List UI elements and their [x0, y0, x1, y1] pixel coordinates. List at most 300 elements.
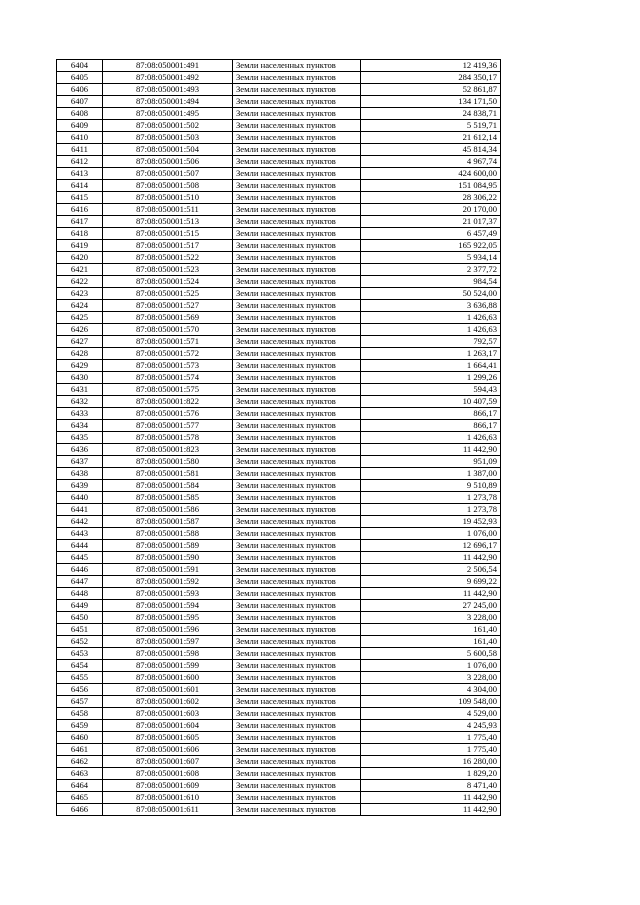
cadastral-number-cell: 87:08:050001:513	[103, 216, 233, 228]
cadastral-value-cell: 1 829,20	[361, 768, 501, 780]
row-number-cell: 6464	[57, 780, 103, 792]
cadastral-value-cell: 594,43	[361, 384, 501, 396]
cadastral-number-cell: 87:08:050001:595	[103, 612, 233, 624]
land-category-cell: Земли населенных пунктов	[233, 624, 361, 636]
land-category-cell: Земли населенных пунктов	[233, 672, 361, 684]
table-row	[57, 420, 501, 432]
table-row	[57, 252, 501, 264]
cadastral-value-cell: 109 548,00	[361, 696, 501, 708]
row-number-cell: 6405	[57, 72, 103, 84]
table-row	[57, 756, 501, 768]
row-number-cell: 6447	[57, 576, 103, 588]
table-row	[57, 372, 501, 384]
row-number-cell: 6414	[57, 180, 103, 192]
row-number-cell: 6427	[57, 336, 103, 348]
table-row	[57, 228, 501, 240]
land-category-cell: Земли населенных пунктов	[233, 444, 361, 456]
table-row	[57, 204, 501, 216]
cadastral-value-cell: 1 664,41	[361, 360, 501, 372]
cadastral-value-cell: 11 442,90	[361, 552, 501, 564]
row-number-cell: 6434	[57, 420, 103, 432]
table-row	[57, 156, 501, 168]
table-row	[57, 384, 501, 396]
cadastral-value-cell: 52 861,87	[361, 84, 501, 96]
table-row	[57, 540, 501, 552]
land-category-cell: Земли населенных пунктов	[233, 660, 361, 672]
land-category-cell: Земли населенных пунктов	[233, 396, 361, 408]
land-category-cell: Земли населенных пунктов	[233, 96, 361, 108]
table-row	[57, 312, 501, 324]
cadastral-value-cell: 424 600,00	[361, 168, 501, 180]
land-category-cell: Земли населенных пунктов	[233, 156, 361, 168]
land-category-cell: Земли населенных пунктов	[233, 612, 361, 624]
row-number-cell: 6451	[57, 624, 103, 636]
cadastral-number-cell: 87:08:050001:605	[103, 732, 233, 744]
cadastral-value-cell: 151 084,95	[361, 180, 501, 192]
table-row	[57, 672, 501, 684]
table-row	[57, 336, 501, 348]
cadastral-number-cell: 87:08:050001:599	[103, 660, 233, 672]
row-number-cell: 6412	[57, 156, 103, 168]
table-row	[57, 588, 501, 600]
cadastral-value-cell: 3 228,00	[361, 672, 501, 684]
cadastral-value-table	[56, 59, 501, 816]
cadastral-value-cell: 284 350,17	[361, 72, 501, 84]
land-category-cell: Земли населенных пунктов	[233, 732, 361, 744]
table-body	[57, 60, 501, 816]
land-category-cell: Земли населенных пунктов	[233, 144, 361, 156]
cadastral-value-cell: 11 442,90	[361, 588, 501, 600]
table-row	[57, 708, 501, 720]
table-row	[57, 732, 501, 744]
table-row	[57, 564, 501, 576]
row-number-cell: 6449	[57, 600, 103, 612]
cadastral-number-cell: 87:08:050001:571	[103, 336, 233, 348]
land-category-cell: Земли населенных пунктов	[233, 540, 361, 552]
cadastral-number-cell: 87:08:050001:594	[103, 600, 233, 612]
cadastral-value-cell: 5 934,14	[361, 252, 501, 264]
cadastral-value-cell: 8 471,40	[361, 780, 501, 792]
cadastral-number-cell: 87:08:050001:602	[103, 696, 233, 708]
table-row	[57, 780, 501, 792]
cadastral-value-cell: 5 600,58	[361, 648, 501, 660]
cadastral-value-cell: 10 407,59	[361, 396, 501, 408]
land-category-cell: Земли населенных пунктов	[233, 228, 361, 240]
row-number-cell: 6430	[57, 372, 103, 384]
cadastral-number-cell: 87:08:050001:588	[103, 528, 233, 540]
cadastral-number-cell: 87:08:050001:585	[103, 492, 233, 504]
row-number-cell: 6437	[57, 456, 103, 468]
cadastral-value-cell: 28 306,22	[361, 192, 501, 204]
land-category-cell: Земли населенных пунктов	[233, 132, 361, 144]
land-category-cell: Земли населенных пунктов	[233, 180, 361, 192]
land-category-cell: Земли населенных пунктов	[233, 528, 361, 540]
land-category-cell: Земли населенных пунктов	[233, 420, 361, 432]
table-row	[57, 168, 501, 180]
row-number-cell: 6441	[57, 504, 103, 516]
row-number-cell: 6440	[57, 492, 103, 504]
row-number-cell: 6442	[57, 516, 103, 528]
table-row	[57, 684, 501, 696]
cadastral-number-cell: 87:08:050001:570	[103, 324, 233, 336]
cadastral-number-cell: 87:08:050001:511	[103, 204, 233, 216]
land-category-cell: Земли населенных пунктов	[233, 276, 361, 288]
table-row	[57, 636, 501, 648]
row-number-cell: 6460	[57, 732, 103, 744]
land-category-cell: Земли населенных пунктов	[233, 108, 361, 120]
cadastral-value-cell: 1 775,40	[361, 732, 501, 744]
land-category-cell: Земли населенных пунктов	[233, 432, 361, 444]
cadastral-number-cell: 87:08:050001:586	[103, 504, 233, 516]
row-number-cell: 6431	[57, 384, 103, 396]
land-category-cell: Земли населенных пунктов	[233, 408, 361, 420]
cadastral-value-cell: 1 426,63	[361, 324, 501, 336]
table-row	[57, 60, 501, 72]
row-number-cell: 6421	[57, 264, 103, 276]
cadastral-number-cell: 87:08:050001:569	[103, 312, 233, 324]
cadastral-number-cell: 87:08:050001:592	[103, 576, 233, 588]
cadastral-value-cell: 1 263,17	[361, 348, 501, 360]
cadastral-value-cell: 9 510,89	[361, 480, 501, 492]
row-number-cell: 6443	[57, 528, 103, 540]
land-category-cell: Земли населенных пунктов	[233, 576, 361, 588]
row-number-cell: 6406	[57, 84, 103, 96]
table-row	[57, 792, 501, 804]
cadastral-number-cell: 87:08:050001:593	[103, 588, 233, 600]
table-row	[57, 96, 501, 108]
row-number-cell: 6438	[57, 468, 103, 480]
row-number-cell: 6455	[57, 672, 103, 684]
cadastral-number-cell: 87:08:050001:524	[103, 276, 233, 288]
cadastral-number-cell: 87:08:050001:572	[103, 348, 233, 360]
cadastral-number-cell: 87:08:050001:517	[103, 240, 233, 252]
table-row	[57, 624, 501, 636]
land-category-cell: Земли населенных пунктов	[233, 120, 361, 132]
land-category-cell: Земли населенных пунктов	[233, 588, 361, 600]
table-row	[57, 144, 501, 156]
land-category-cell: Земли населенных пунктов	[233, 696, 361, 708]
land-category-cell: Земли населенных пунктов	[233, 300, 361, 312]
cadastral-number-cell: 87:08:050001:590	[103, 552, 233, 564]
table-row	[57, 360, 501, 372]
row-number-cell: 6465	[57, 792, 103, 804]
cadastral-number-cell: 87:08:050001:606	[103, 744, 233, 756]
row-number-cell: 6444	[57, 540, 103, 552]
row-number-cell: 6445	[57, 552, 103, 564]
cadastral-value-cell: 161,40	[361, 636, 501, 648]
cadastral-value-cell: 984,54	[361, 276, 501, 288]
cadastral-value-cell: 161,40	[361, 624, 501, 636]
land-category-cell: Земли населенных пунктов	[233, 204, 361, 216]
cadastral-value-cell: 4 529,00	[361, 708, 501, 720]
cadastral-value-cell: 50 524,00	[361, 288, 501, 300]
cadastral-number-cell: 87:08:050001:502	[103, 120, 233, 132]
cadastral-number-cell: 87:08:050001:600	[103, 672, 233, 684]
land-category-cell: Земли населенных пунктов	[233, 768, 361, 780]
cadastral-value-cell: 951,09	[361, 456, 501, 468]
cadastral-number-cell: 87:08:050001:578	[103, 432, 233, 444]
table-row	[57, 108, 501, 120]
cadastral-number-cell: 87:08:050001:604	[103, 720, 233, 732]
land-category-cell: Земли населенных пунктов	[233, 756, 361, 768]
land-category-cell: Земли населенных пунктов	[233, 564, 361, 576]
table-row	[57, 576, 501, 588]
table-row	[57, 660, 501, 672]
row-number-cell: 6422	[57, 276, 103, 288]
cadastral-number-cell: 87:08:050001:494	[103, 96, 233, 108]
table-row	[57, 504, 501, 516]
row-number-cell: 6426	[57, 324, 103, 336]
row-number-cell: 6466	[57, 804, 103, 816]
cadastral-number-cell: 87:08:050001:610	[103, 792, 233, 804]
cadastral-value-cell: 134 171,50	[361, 96, 501, 108]
row-number-cell: 6448	[57, 588, 103, 600]
table-row	[57, 72, 501, 84]
cadastral-number-cell: 87:08:050001:523	[103, 264, 233, 276]
table-row	[57, 432, 501, 444]
row-number-cell: 6463	[57, 768, 103, 780]
row-number-cell: 6416	[57, 204, 103, 216]
land-category-cell: Земли населенных пунктов	[233, 780, 361, 792]
land-category-cell: Земли населенных пунктов	[233, 600, 361, 612]
land-category-cell: Земли населенных пунктов	[233, 72, 361, 84]
table-row	[57, 444, 501, 456]
row-number-cell: 6457	[57, 696, 103, 708]
land-category-cell: Земли населенных пунктов	[233, 252, 361, 264]
cadastral-value-cell: 5 519,71	[361, 120, 501, 132]
cadastral-value-cell: 3 228,00	[361, 612, 501, 624]
cadastral-value-cell: 11 442,90	[361, 792, 501, 804]
cadastral-number-cell: 87:08:050001:577	[103, 420, 233, 432]
cadastral-value-cell: 866,17	[361, 420, 501, 432]
row-number-cell: 6429	[57, 360, 103, 372]
table-row	[57, 552, 501, 564]
cadastral-number-cell: 87:08:050001:611	[103, 804, 233, 816]
cadastral-number-cell: 87:08:050001:608	[103, 768, 233, 780]
cadastral-value-cell: 19 452,93	[361, 516, 501, 528]
cadastral-value-cell: 9 699,22	[361, 576, 501, 588]
row-number-cell: 6425	[57, 312, 103, 324]
table-row	[57, 768, 501, 780]
cadastral-value-cell: 4 304,00	[361, 684, 501, 696]
row-number-cell: 6424	[57, 300, 103, 312]
cadastral-value-cell: 11 442,90	[361, 444, 501, 456]
row-number-cell: 6407	[57, 96, 103, 108]
table-row	[57, 612, 501, 624]
row-number-cell: 6433	[57, 408, 103, 420]
row-number-cell: 6432	[57, 396, 103, 408]
row-number-cell: 6418	[57, 228, 103, 240]
cadastral-number-cell: 87:08:050001:822	[103, 396, 233, 408]
table-row	[57, 348, 501, 360]
cadastral-number-cell: 87:08:050001:584	[103, 480, 233, 492]
land-category-cell: Земли населенных пунктов	[233, 240, 361, 252]
table-row	[57, 744, 501, 756]
land-category-cell: Земли населенных пунктов	[233, 552, 361, 564]
table-row	[57, 720, 501, 732]
cadastral-value-cell: 1 273,78	[361, 492, 501, 504]
cadastral-number-cell: 87:08:050001:575	[103, 384, 233, 396]
table-row	[57, 324, 501, 336]
row-number-cell: 6417	[57, 216, 103, 228]
land-category-cell: Земли населенных пунктов	[233, 264, 361, 276]
cadastral-value-cell: 21 017,37	[361, 216, 501, 228]
cadastral-number-cell: 87:08:050001:504	[103, 144, 233, 156]
cadastral-value-cell: 12 419,36	[361, 60, 501, 72]
cadastral-value-cell: 16 280,00	[361, 756, 501, 768]
cadastral-number-cell: 87:08:050001:491	[103, 60, 233, 72]
row-number-cell: 6404	[57, 60, 103, 72]
land-category-cell: Земли населенных пунктов	[233, 348, 361, 360]
cadastral-number-cell: 87:08:050001:603	[103, 708, 233, 720]
cadastral-number-cell: 87:08:050001:596	[103, 624, 233, 636]
row-number-cell: 6409	[57, 120, 103, 132]
table-row	[57, 492, 501, 504]
land-category-cell: Земли населенных пунктов	[233, 792, 361, 804]
row-number-cell: 6411	[57, 144, 103, 156]
row-number-cell: 6423	[57, 288, 103, 300]
land-category-cell: Земли населенных пунктов	[233, 360, 361, 372]
land-category-cell: Земли населенных пунктов	[233, 720, 361, 732]
cadastral-number-cell: 87:08:050001:607	[103, 756, 233, 768]
table-row	[57, 528, 501, 540]
table-row	[57, 516, 501, 528]
table-row	[57, 696, 501, 708]
cadastral-value-cell: 6 457,49	[361, 228, 501, 240]
cadastral-value-cell: 1 426,63	[361, 312, 501, 324]
land-category-cell: Земли населенных пунктов	[233, 60, 361, 72]
cadastral-number-cell: 87:08:050001:573	[103, 360, 233, 372]
land-category-cell: Земли населенных пунктов	[233, 744, 361, 756]
land-category-cell: Земли населенных пунктов	[233, 384, 361, 396]
row-number-cell: 6446	[57, 564, 103, 576]
cadastral-number-cell: 87:08:050001:508	[103, 180, 233, 192]
land-category-cell: Земли населенных пунктов	[233, 492, 361, 504]
cadastral-value-cell: 1 273,78	[361, 504, 501, 516]
cadastral-value-cell: 11 442,90	[361, 804, 501, 816]
cadastral-value-cell: 21 612,14	[361, 132, 501, 144]
cadastral-number-cell: 87:08:050001:823	[103, 444, 233, 456]
row-number-cell: 6453	[57, 648, 103, 660]
land-category-cell: Земли населенных пунктов	[233, 504, 361, 516]
land-category-cell: Земли населенных пунктов	[233, 192, 361, 204]
cadastral-number-cell: 87:08:050001:492	[103, 72, 233, 84]
land-category-cell: Земли населенных пунктов	[233, 480, 361, 492]
cadastral-number-cell: 87:08:050001:587	[103, 516, 233, 528]
cadastral-number-cell: 87:08:050001:609	[103, 780, 233, 792]
cadastral-number-cell: 87:08:050001:576	[103, 408, 233, 420]
row-number-cell: 6450	[57, 612, 103, 624]
cadastral-number-cell: 87:08:050001:493	[103, 84, 233, 96]
cadastral-number-cell: 87:08:050001:506	[103, 156, 233, 168]
cadastral-value-cell: 24 838,71	[361, 108, 501, 120]
table-row	[57, 240, 501, 252]
land-category-cell: Земли населенных пунктов	[233, 708, 361, 720]
row-number-cell: 6413	[57, 168, 103, 180]
cadastral-number-cell: 87:08:050001:503	[103, 132, 233, 144]
land-category-cell: Земли населенных пунктов	[233, 804, 361, 816]
table-row	[57, 120, 501, 132]
land-category-cell: Земли населенных пунктов	[233, 468, 361, 480]
cadastral-number-cell: 87:08:050001:527	[103, 300, 233, 312]
land-category-cell: Земли населенных пунктов	[233, 456, 361, 468]
table-row	[57, 408, 501, 420]
table-row	[57, 216, 501, 228]
cadastral-number-cell: 87:08:050001:525	[103, 288, 233, 300]
cadastral-number-cell: 87:08:050001:589	[103, 540, 233, 552]
cadastral-value-cell: 1 387,00	[361, 468, 501, 480]
land-category-cell: Земли населенных пунктов	[233, 516, 361, 528]
table-row	[57, 180, 501, 192]
table-row	[57, 600, 501, 612]
cadastral-number-cell: 87:08:050001:574	[103, 372, 233, 384]
land-category-cell: Земли населенных пунктов	[233, 312, 361, 324]
land-category-cell: Земли населенных пунктов	[233, 684, 361, 696]
cadastral-value-cell: 1 076,00	[361, 660, 501, 672]
cadastral-number-cell: 87:08:050001:495	[103, 108, 233, 120]
table-row	[57, 456, 501, 468]
cadastral-value-cell: 12 696,17	[361, 540, 501, 552]
table-row	[57, 804, 501, 816]
table-row	[57, 468, 501, 480]
land-category-cell: Земли населенных пунктов	[233, 324, 361, 336]
cadastral-value-cell: 45 814,34	[361, 144, 501, 156]
table-row	[57, 276, 501, 288]
cadastral-value-cell: 4 245,93	[361, 720, 501, 732]
cadastral-value-cell: 4 967,74	[361, 156, 501, 168]
row-number-cell: 6454	[57, 660, 103, 672]
row-number-cell: 6435	[57, 432, 103, 444]
table-row	[57, 264, 501, 276]
land-category-cell: Земли населенных пунктов	[233, 288, 361, 300]
table-row	[57, 300, 501, 312]
cadastral-number-cell: 87:08:050001:597	[103, 636, 233, 648]
row-number-cell: 6410	[57, 132, 103, 144]
cadastral-value-cell: 27 245,00	[361, 600, 501, 612]
row-number-cell: 6428	[57, 348, 103, 360]
cadastral-number-cell: 87:08:050001:515	[103, 228, 233, 240]
cadastral-number-cell: 87:08:050001:522	[103, 252, 233, 264]
table-row	[57, 132, 501, 144]
cadastral-value-cell: 2 506,54	[361, 564, 501, 576]
row-number-cell: 6452	[57, 636, 103, 648]
row-number-cell: 6415	[57, 192, 103, 204]
land-category-cell: Земли населенных пунктов	[233, 636, 361, 648]
row-number-cell: 6419	[57, 240, 103, 252]
cadastral-value-cell: 792,57	[361, 336, 501, 348]
cadastral-number-cell: 87:08:050001:580	[103, 456, 233, 468]
land-category-cell: Земли населенных пунктов	[233, 372, 361, 384]
table-row	[57, 396, 501, 408]
cadastral-number-cell: 87:08:050001:591	[103, 564, 233, 576]
land-category-cell: Земли населенных пунктов	[233, 648, 361, 660]
row-number-cell: 6408	[57, 108, 103, 120]
row-number-cell: 6439	[57, 480, 103, 492]
cadastral-value-cell: 165 922,05	[361, 240, 501, 252]
cadastral-value-cell: 3 636,88	[361, 300, 501, 312]
table-row	[57, 648, 501, 660]
cadastral-value-cell: 1 426,63	[361, 432, 501, 444]
cadastral-value-cell: 1 299,26	[361, 372, 501, 384]
land-category-cell: Земли населенных пунктов	[233, 216, 361, 228]
cadastral-number-cell: 87:08:050001:507	[103, 168, 233, 180]
table-row	[57, 192, 501, 204]
cadastral-value-cell: 20 170,00	[361, 204, 501, 216]
cadastral-number-cell: 87:08:050001:598	[103, 648, 233, 660]
row-number-cell: 6436	[57, 444, 103, 456]
row-number-cell: 6459	[57, 720, 103, 732]
cadastral-value-cell: 1 076,00	[361, 528, 501, 540]
